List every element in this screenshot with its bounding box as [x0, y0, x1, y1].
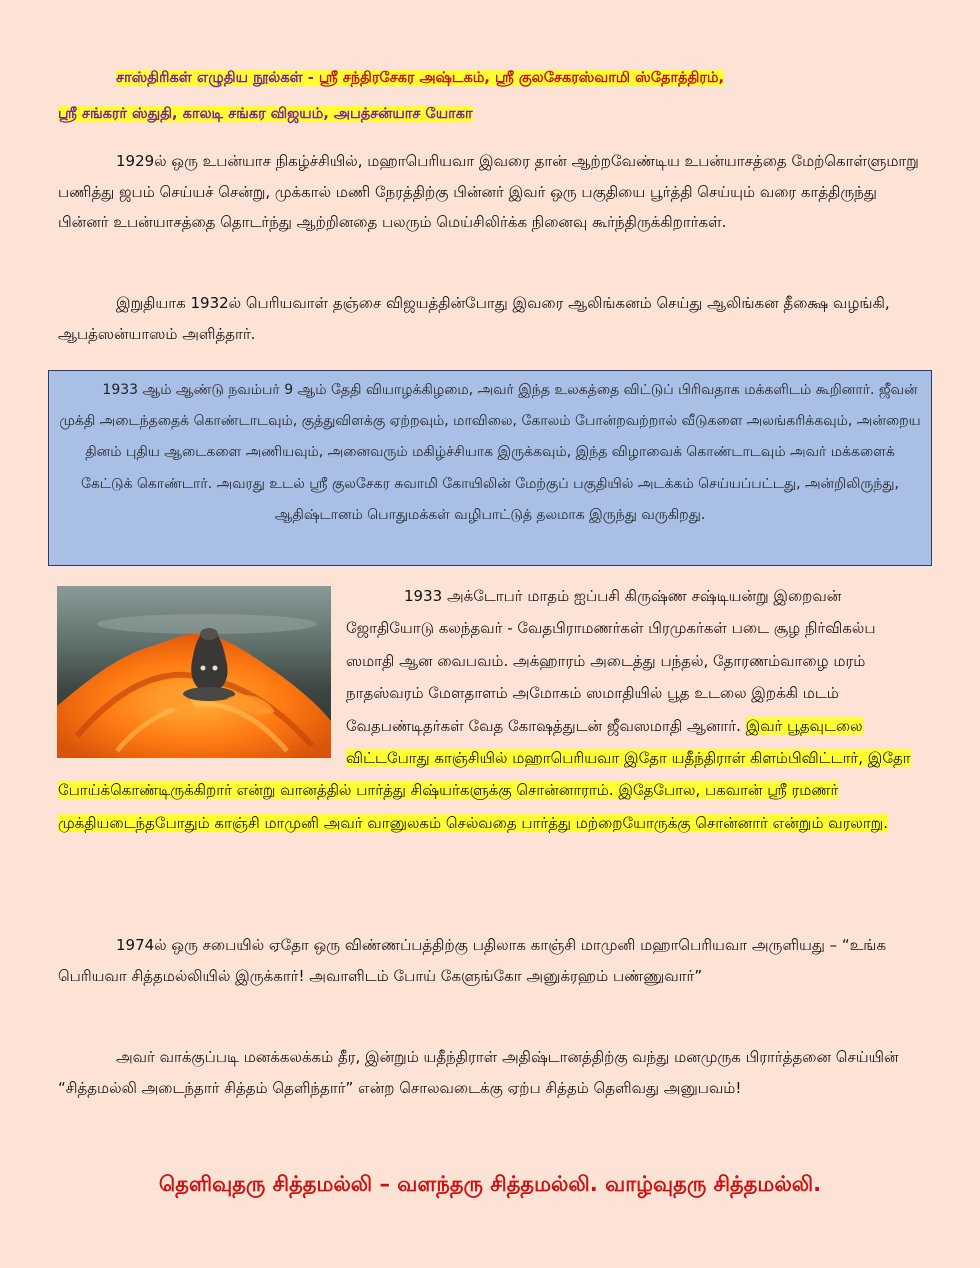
paragraph-1932	[58, 288, 928, 349]
paragraph-1929	[58, 146, 928, 238]
paragraph-1974-text: 1974ல் ஒரு சபையில் ஏதோ ஒரு விண்ணப்பத்திற்கு பதிலாக காஞ்சி மாமுனி மஹாபெரியவா அருளியது – “உங்க பெரியவா சித்தமல்லியில் இருக்கார்! அவாளிடம் போய் கேளுங்கோ அனுக்ரஹம் பண்ணுவார்”	[58, 936, 887, 985]
samadhi-info-box	[48, 370, 932, 566]
paragraph-1932-text: இறுதியாக 1932ல் பெரியவாள் தஞ்சை விஜயத்தின்போது இவரை ஆலிங்கனம் செய்து ஆலிங்கன தீக்ஷை வழங்கி, ஆபத்ஸன்யாஸம் அளித்தார்.	[58, 294, 890, 343]
books-heading	[58, 60, 928, 132]
books-heading-titles-2: ஸ்ரீ சங்கரர் ஸ்துதி, காலடி சங்கர விஜயம், அபத்சன்யாச யோகா	[58, 106, 473, 122]
paragraph-1929-text: 1929ல் ஒரு உபன்யாச நிகழ்ச்சியில், மஹாபெரியவா இவரை தான் ஆற்றவேண்டிய உபன்யாசத்தை மேற்கொள்ளுமாறு பணித்து ஜபம் செய்யச் சென்று, முக்கால் மணி நேரத்திற்கு பின்னர் இவர் ஒரு பகுதியை பூர்த்தி செய்யும் வரை காத்திருந்து பின்னர் உபன்யாசத்தை தொடர்ந்து ஆற்றினதை பலரும் மெய்சிலிர்க்க நினைவு கூர்ந்திருக்கிறார்கள்.	[58, 152, 919, 231]
paragraph-1933	[58, 580, 928, 839]
books-heading-titles-1: ஸ்ரீ சந்திரசேகர அஷ்டகம், ஸ்ரீ குலசேகரஸ்வாமி ஸ்தோத்திரம்,	[318, 70, 725, 86]
books-heading-label: சாஸ்திரிகள் எழுதிய நூல்கள் -	[116, 70, 319, 86]
paragraph-1933-highlight: இவர் பூதவுடலை விட்டபோது காஞ்சியில் மஹாபெரியவா இதோ யதீந்திராள் கிளம்பிவிட்டார், இதோ போய்க்கொண்டிருக்கிறார் என்று வானத்தில் பார்த்து சிஷ்யர்களுக்கு சொன்னாராம். இதேபோல, பகவான் ஸ்ரீ ரமணர் முக்தியடைந்தபோதும் காஞ்சி மாமுனி அவர் வானுலகம் செல்வதை பார்த்து மற்றையோருக்கு சொன்னார் என்றும் வரலாறு.	[58, 716, 911, 832]
closing-line: தெளிவுதரு சித்தமல்லி – வளந்தரு சித்தமல்லி. வாழ்வுதரு சித்தமல்லி.	[158, 1172, 822, 1196]
paragraph-1933-text: 1933 அக்டோபர் மாதம் ஐப்பசி கிருஷ்ண சஷ்டியன்று இறைவன் ஜோதியோடு கலந்தவர் - வேதபிராமணர்கள் பிரமுகர்கள் படை சூழ நிர்விகல்ப ஸமாதி ஆன வைபவம். அக்ஹாரம் அடைத்து பந்தல், தோரணம்வாழை மரம் நாதஸ்வரம் மேளதாளம் அமோகம் ஸமாதியில் பூத உடலை இறக்கி மடம் வேதபண்டிதர்கள் வேத கோஷத்துடன் ஜீவஸமாதி ஆனார்.	[346, 587, 876, 735]
paragraph-prayer-text: அவர் வாக்குப்படி மனக்கலக்கம் தீர, இன்றும் யதீந்திராள் அதிஷ்டானத்திற்கு வந்து மனமுருக பிரார்த்தனை செய்யின் “சித்தமல்லி அடைந்தார் சித்தம் தெளிந்தார்” என்ற சொலவடைக்கு ஏற்ப சித்தம் தெளிவது அனுபவம்!	[58, 1048, 899, 1097]
paragraph-1974	[58, 930, 928, 991]
paragraph-prayer	[58, 1042, 928, 1103]
samadhi-info-text: 1933 ஆம் ஆண்டு நவம்பர் 9 ஆம் தேதி வியாழக்கிழமை, அவர் இந்த உலகத்தை விட்டுப் பிரிவதாக மக்களிடம் கூறினார். ஜீவன் முக்தி அடைந்ததைக் கொண்டாடவும், குத்துவிளக்கு ஏற்றவும், மாவிலை, கோலம் போன்றவற்றால் வீடுகளை அலங்கரிக்கவும், அன்றைய தினம் புதிய ஆடைகளை அணியவும், அனைவரும் மகிழ்ச்சியாக இருக்கவும், இந்த விழாவைக் கொண்டாடவும் அவர் மக்களைக் கேட்டுக் கொண்டார். அவரது உடல் ஸ்ரீ குலசேகர சுவாமி கோயிலின் மேற்குப் பகுதியில் அடக்கம் செய்யப்பட்டது, அன்றிலிருந்து, ஆதிஷ்டானம் பொதுமக்கள் வழிபாட்டுத் தலமாக இருந்து வருகிறது.	[59, 382, 921, 523]
